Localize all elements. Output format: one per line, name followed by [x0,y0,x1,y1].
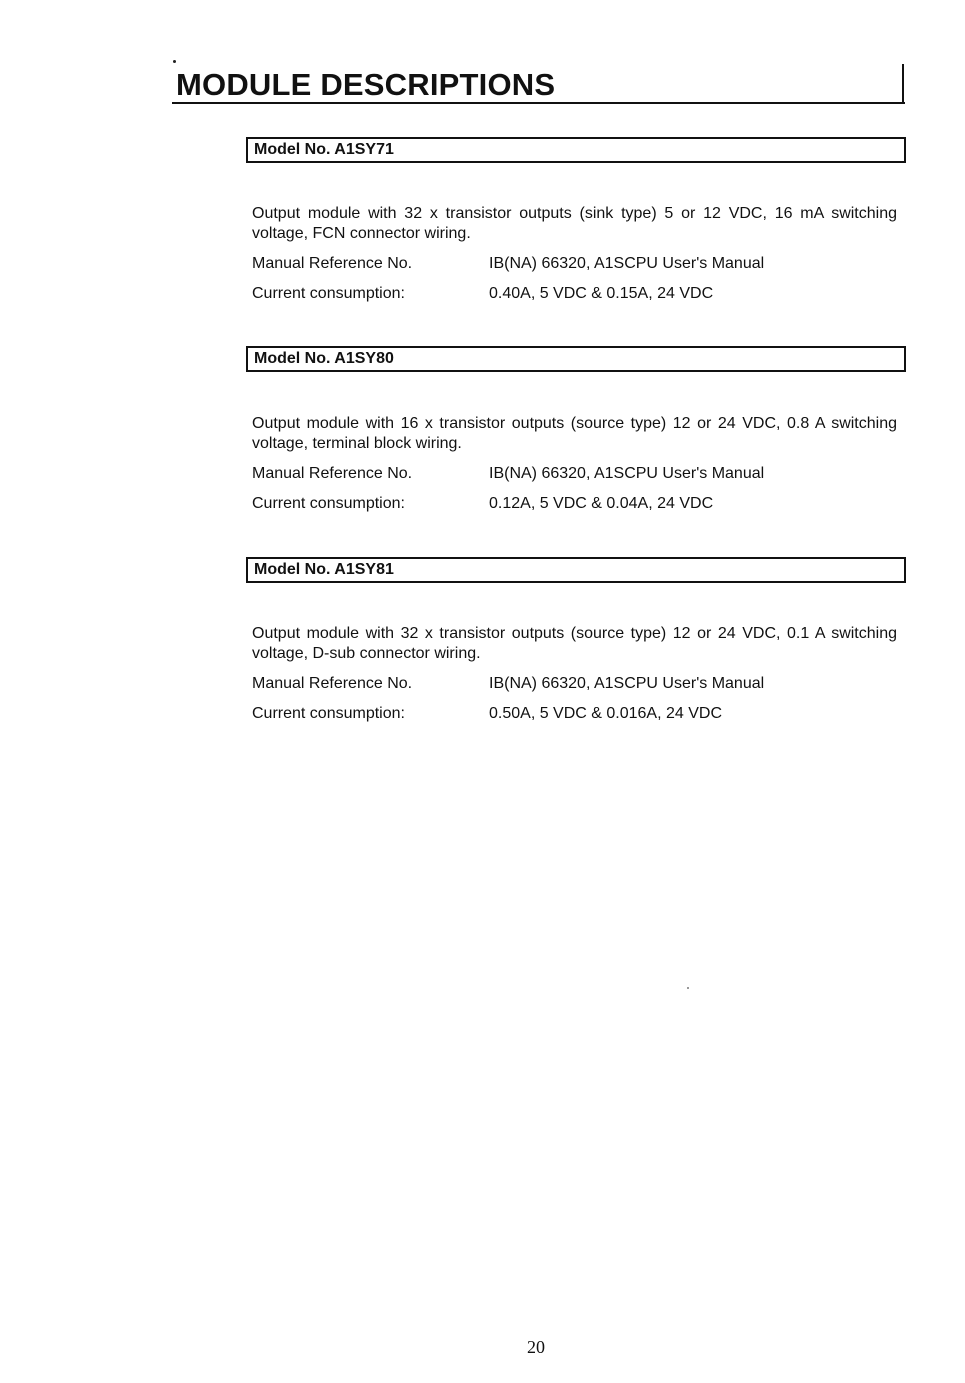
current-consumption-value: 0.50A, 5 VDC & 0.016A, 24 VDC [489,705,723,722]
model-heading: Model No. A1SY81 [254,561,394,578]
model-heading: Model No. A1SY71 [254,141,394,158]
scan-speck [173,60,176,63]
current-consumption-label: Current consumption: [252,495,405,512]
current-consumption-value: 0.40A, 5 VDC & 0.15A, 24 VDC [489,285,714,302]
manual-reference-value: IB(NA) 66320, A1SCPU User's Manual [489,675,765,692]
manual-reference-label: Manual Reference No. [252,465,413,482]
manual-reference-label: Manual Reference No. [252,255,413,272]
module-description: Output module with 32 x transistor outputs (sink type) 5 or 12 VDC, 16 mA switching voltage, FCN connector wiring. [252,205,897,242]
manual-reference-label: Manual Reference No. [252,675,413,692]
current-consumption-label: Current consumption: [252,705,405,722]
model-heading: Model No. A1SY80 [254,350,394,367]
current-consumption-label: Current consumption: [252,285,405,302]
current-consumption-value: 0.12A, 5 VDC & 0.04A, 24 VDC [489,495,714,512]
module-description: Output module with 16 x transistor outputs (source type) 12 or 24 VDC, 0.8 A switching voltage, terminal block wiring. [252,415,897,452]
manual-reference-value: IB(NA) 66320, A1SCPU User's Manual [489,465,765,482]
manual-reference-value: IB(NA) 66320, A1SCPU User's Manual [489,255,765,272]
model-heading-box [246,346,906,372]
module-description: Output module with 32 x transistor outputs (source type) 12 or 24 VDC, 0.1 A switching voltage, D-sub connector wiring. [252,625,897,662]
model-heading-box [246,137,906,163]
title-underline [172,102,905,104]
page-title: MODULE DESCRIPTIONS [176,67,556,102]
title-rule-end-mark [902,64,904,104]
scan-speck [687,987,689,989]
model-heading-box [246,557,906,583]
page-number: 20 [527,1337,545,1357]
